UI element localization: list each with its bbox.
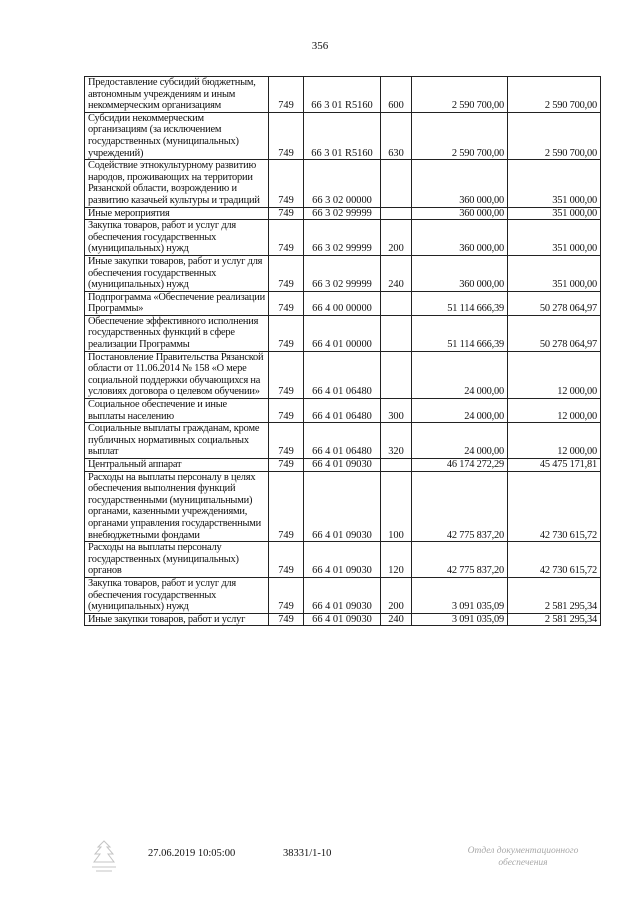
row-expense-type-cell: 200 bbox=[381, 577, 412, 613]
footer-doc-code: 38331/1-10 bbox=[283, 848, 332, 859]
row-ministry-cell: 749 bbox=[269, 471, 304, 542]
row-name-cell: Субсидии некоммерческим организациям (за исключением государственных (муниципальных) учреждений) bbox=[85, 112, 269, 159]
faded-note-line2: обеспечения bbox=[498, 858, 548, 868]
row-expense-type-cell bbox=[381, 315, 412, 351]
row-expense-type-cell bbox=[381, 207, 412, 220]
table-row bbox=[85, 255, 601, 291]
row-name-cell: Расходы на выплаты персоналу государственных (муниципальных) органов bbox=[85, 542, 269, 578]
row-ministry-cell: 749 bbox=[269, 220, 304, 256]
row-target-code-cell: 66 4 01 09030 bbox=[304, 613, 381, 626]
row-expense-type-cell bbox=[381, 291, 412, 315]
row-name-cell: Иные закупки товаров, работ и услуг bbox=[85, 613, 269, 626]
page-number: 356 bbox=[311, 40, 329, 52]
row-ministry-cell: 749 bbox=[269, 399, 304, 423]
row-target-code-cell: 66 4 01 00000 bbox=[304, 315, 381, 351]
table-row bbox=[85, 577, 601, 613]
row-target-code-cell: 66 3 02 00000 bbox=[304, 160, 381, 207]
row-sum-2021-cell: 50 278 064,97 bbox=[508, 315, 601, 351]
row-sum-2021-cell: 12 000,00 bbox=[508, 399, 601, 423]
row-sum-2021-cell: 45 475 171,81 bbox=[508, 459, 601, 472]
table-row bbox=[85, 77, 601, 113]
row-sum-2020-cell: 24 000,00 bbox=[412, 351, 508, 398]
table-row bbox=[85, 459, 601, 472]
row-sum-2021-cell: 2 590 700,00 bbox=[508, 77, 601, 113]
row-ministry-cell: 749 bbox=[269, 423, 304, 459]
row-ministry-cell: 749 bbox=[269, 291, 304, 315]
row-target-code-cell: 66 3 02 99999 bbox=[304, 207, 381, 220]
table-row bbox=[85, 471, 601, 542]
row-sum-2021-cell: 2 590 700,00 bbox=[508, 112, 601, 159]
row-expense-type-cell bbox=[381, 351, 412, 398]
row-expense-type-cell: 100 bbox=[381, 471, 412, 542]
table-row bbox=[85, 351, 601, 398]
faded-note-line1: Отдел документационного bbox=[467, 846, 579, 856]
row-target-code-cell: 66 3 01 R5160 bbox=[304, 77, 381, 113]
row-target-code-cell: 66 4 01 09030 bbox=[304, 459, 381, 472]
row-sum-2020-cell: 24 000,00 bbox=[412, 399, 508, 423]
row-sum-2020-cell: 24 000,00 bbox=[412, 423, 508, 459]
row-expense-type-cell: 200 bbox=[381, 220, 412, 256]
row-expense-type-cell: 320 bbox=[381, 423, 412, 459]
row-name-cell: Социальные выплаты гражданам, кроме публичных нормативных социальных выплат bbox=[85, 423, 269, 459]
row-name-cell: Предоставление субсидий бюджетным, автономным учреждениям и иным некоммерческим организациям bbox=[85, 77, 269, 113]
row-sum-2020-cell: 360 000,00 bbox=[412, 207, 508, 220]
row-ministry-cell: 749 bbox=[269, 315, 304, 351]
row-sum-2021-cell: 2 581 295,34 bbox=[508, 613, 601, 626]
row-sum-2021-cell: 351 000,00 bbox=[508, 255, 601, 291]
row-expense-type-cell bbox=[381, 459, 412, 472]
row-ministry-cell: 749 bbox=[269, 542, 304, 578]
row-sum-2020-cell: 360 000,00 bbox=[412, 220, 508, 256]
row-sum-2020-cell: 51 114 666,39 bbox=[412, 291, 508, 315]
row-target-code-cell: 66 4 01 09030 bbox=[304, 542, 381, 578]
table-row bbox=[85, 207, 601, 220]
row-expense-type-cell: 240 bbox=[381, 613, 412, 626]
row-target-code-cell: 66 4 01 06480 bbox=[304, 351, 381, 398]
row-expense-type-cell: 600 bbox=[381, 77, 412, 113]
row-ministry-cell: 749 bbox=[269, 351, 304, 398]
row-sum-2020-cell: 360 000,00 bbox=[412, 160, 508, 207]
row-sum-2021-cell: 2 581 295,34 bbox=[508, 577, 601, 613]
row-sum-2020-cell: 3 091 035,09 bbox=[412, 577, 508, 613]
row-name-cell: Закупка товаров, работ и услуг для обеспечения государственных (муниципальных) нужд bbox=[85, 220, 269, 256]
row-name-cell: Центральный аппарат bbox=[85, 459, 269, 472]
row-sum-2021-cell: 351 000,00 bbox=[508, 207, 601, 220]
emblem-icon bbox=[86, 837, 122, 875]
row-target-code-cell: 66 4 01 09030 bbox=[304, 471, 381, 542]
table-row bbox=[85, 112, 601, 159]
row-ministry-cell: 749 bbox=[269, 77, 304, 113]
row-ministry-cell: 749 bbox=[269, 459, 304, 472]
row-ministry-cell: 749 bbox=[269, 207, 304, 220]
row-name-cell: Иные закупки товаров, работ и услуг для обеспечения государственных (муниципальных) нужд bbox=[85, 255, 269, 291]
row-sum-2020-cell: 42 775 837,20 bbox=[412, 542, 508, 578]
row-target-code-cell: 66 4 01 09030 bbox=[304, 577, 381, 613]
row-name-cell: Подпрограмма «Обеспечение реализации Программы» bbox=[85, 291, 269, 315]
row-sum-2021-cell: 42 730 615,72 bbox=[508, 471, 601, 542]
table-row bbox=[85, 613, 601, 626]
row-target-code-cell: 66 4 01 06480 bbox=[304, 423, 381, 459]
row-sum-2021-cell: 351 000,00 bbox=[508, 160, 601, 207]
row-ministry-cell: 749 bbox=[269, 577, 304, 613]
row-ministry-cell: 749 bbox=[269, 255, 304, 291]
row-expense-type-cell bbox=[381, 160, 412, 207]
row-target-code-cell: 66 3 02 99999 bbox=[304, 255, 381, 291]
row-name-cell: Социальное обеспечение и иные выплаты населению bbox=[85, 399, 269, 423]
table-row bbox=[85, 160, 601, 207]
row-expense-type-cell: 630 bbox=[381, 112, 412, 159]
row-target-code-cell: 66 3 02 99999 bbox=[304, 220, 381, 256]
row-sum-2020-cell: 2 590 700,00 bbox=[412, 112, 508, 159]
row-name-cell: Расходы на выплаты персоналу в целях обеспечения выполнения функций государственными (муниципальными) органами, казенными учреждениями, органами управления государственными внебюджетными фондами bbox=[85, 471, 269, 542]
table-row bbox=[85, 315, 601, 351]
row-ministry-cell: 749 bbox=[269, 112, 304, 159]
row-sum-2021-cell: 42 730 615,72 bbox=[508, 542, 601, 578]
faded-department-note bbox=[438, 845, 608, 869]
row-expense-type-cell: 120 bbox=[381, 542, 412, 578]
table-row bbox=[85, 291, 601, 315]
table-body bbox=[85, 77, 601, 626]
row-target-code-cell: 66 4 00 00000 bbox=[304, 291, 381, 315]
row-name-cell: Содействие этнокультурному развитию народов, проживающих на территории Рязанской области, возрождению и развитию казачьей культуры и традиций bbox=[85, 160, 269, 207]
row-ministry-cell: 749 bbox=[269, 613, 304, 626]
row-sum-2020-cell: 51 114 666,39 bbox=[412, 315, 508, 351]
row-expense-type-cell: 300 bbox=[381, 399, 412, 423]
row-ministry-cell: 749 bbox=[269, 160, 304, 207]
table-row bbox=[85, 399, 601, 423]
row-sum-2020-cell: 3 091 035,09 bbox=[412, 613, 508, 626]
row-sum-2021-cell: 12 000,00 bbox=[508, 423, 601, 459]
table-row bbox=[85, 542, 601, 578]
row-sum-2020-cell: 360 000,00 bbox=[412, 255, 508, 291]
row-sum-2020-cell: 42 775 837,20 bbox=[412, 471, 508, 542]
row-sum-2020-cell: 2 590 700,00 bbox=[412, 77, 508, 113]
row-sum-2020-cell: 46 174 272,29 bbox=[412, 459, 508, 472]
row-sum-2021-cell: 12 000,00 bbox=[508, 351, 601, 398]
budget-table bbox=[84, 76, 601, 626]
row-sum-2021-cell: 351 000,00 bbox=[508, 220, 601, 256]
row-target-code-cell: 66 4 01 06480 bbox=[304, 399, 381, 423]
row-name-cell: Постановление Правительства Рязанской области от 11.06.2014 № 158 «О мере социальной поддержки обучающихся на условиях договора о целевом обучении» bbox=[85, 351, 269, 398]
table-row bbox=[85, 220, 601, 256]
row-sum-2021-cell: 50 278 064,97 bbox=[508, 291, 601, 315]
row-name-cell: Обеспечение эффективного исполнения государственных функций в сфере реализации Программы bbox=[85, 315, 269, 351]
row-name-cell: Закупка товаров, работ и услуг для обеспечения государственных (муниципальных) нужд bbox=[85, 577, 269, 613]
row-expense-type-cell: 240 bbox=[381, 255, 412, 291]
footer-datetime: 27.06.2019 10:05:00 bbox=[148, 848, 236, 859]
row-target-code-cell: 66 3 01 R5160 bbox=[304, 112, 381, 159]
row-name-cell: Иные мероприятия bbox=[85, 207, 269, 220]
table-row bbox=[85, 423, 601, 459]
